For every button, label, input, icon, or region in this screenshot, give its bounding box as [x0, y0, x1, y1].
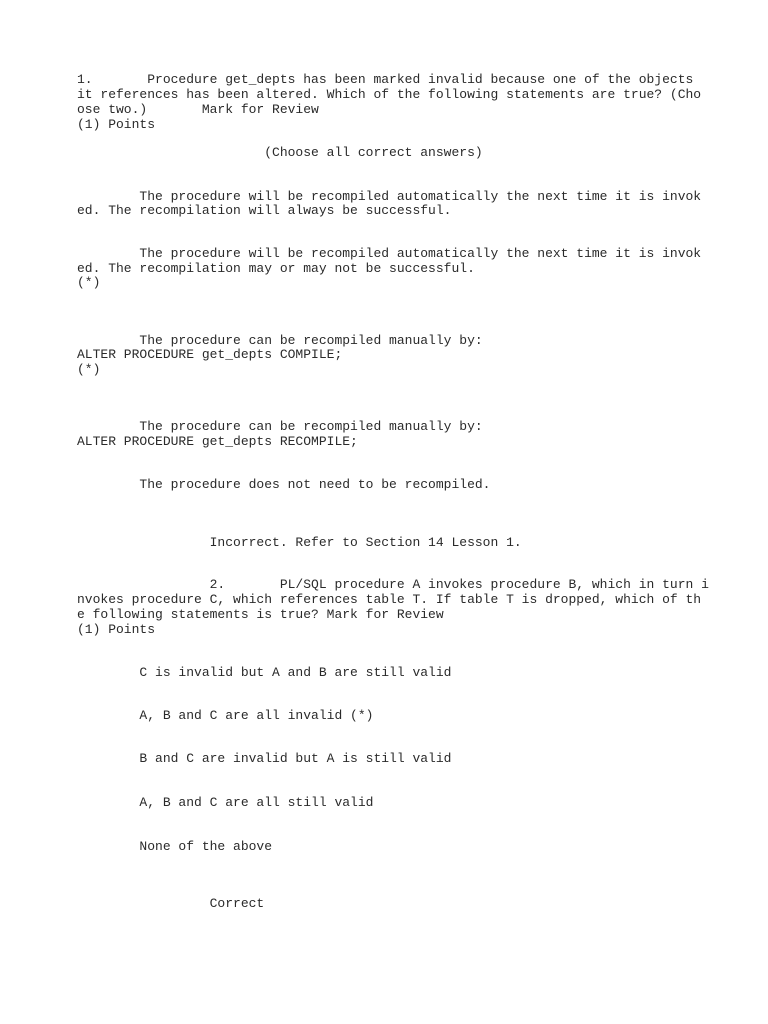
option-text: ALTER PROCEDURE get_depts RECOMPILE; [77, 434, 358, 449]
question-1-text-line-2: it references has been altered. Which of the following statements are true? (Cho [77, 87, 702, 102]
question-2-text-line-1: 2. PL/SQL procedure A invokes procedure B, which in turn i [77, 577, 709, 592]
question-2-text-line-2: nvokes procedure C, which references table T. If table T is dropped, which of th [77, 592, 702, 607]
option-text: The procedure will be recompiled automatically the next time it is invok [77, 189, 702, 204]
question-1-points: (1) Points [77, 117, 156, 132]
question-2-option-4[interactable]: A, B and C are all still valid [77, 795, 374, 810]
correct-marker: (*) [77, 275, 101, 290]
question-2-option-1[interactable]: C is invalid but A and B are still valid [77, 665, 452, 680]
correct-marker: (*) [77, 362, 101, 377]
question-1-feedback: Incorrect. Refer to Section 14 Lesson 1. [77, 535, 522, 550]
question-1-instruction: (Choose all correct answers) [77, 145, 483, 160]
question-2-option-3[interactable]: B and C are invalid but A is still valid [77, 751, 452, 766]
option-text: ALTER PROCEDURE get_depts COMPILE; [77, 347, 343, 362]
question-1-text-line-3: ose two.) Mark for Review [77, 102, 319, 117]
question-2-option-5[interactable]: None of the above [77, 839, 273, 854]
option-text: ed. The recompilation may or may not be successful. [77, 261, 475, 276]
question-2-option-2[interactable]: A, B and C are all invalid (*) [77, 708, 374, 723]
question-2-points: (1) Points [77, 622, 156, 637]
option-text: The procedure does not need to be recompiled. [77, 477, 491, 492]
option-text: The procedure will be recompiled automatically the next time it is invok [77, 246, 702, 261]
question-2-feedback: Correct [77, 896, 265, 911]
question-2-text-line-3: e following statements is true? Mark for Review [77, 607, 444, 622]
option-text: The procedure can be recompiled manually by: [77, 419, 483, 434]
option-text: The procedure can be recompiled manually by: [77, 333, 483, 348]
question-1-text-line-1: 1. Procedure get_depts has been marked invalid because one of the objects [77, 72, 694, 87]
option-text: ed. The recompilation will always be successful. [77, 203, 452, 218]
